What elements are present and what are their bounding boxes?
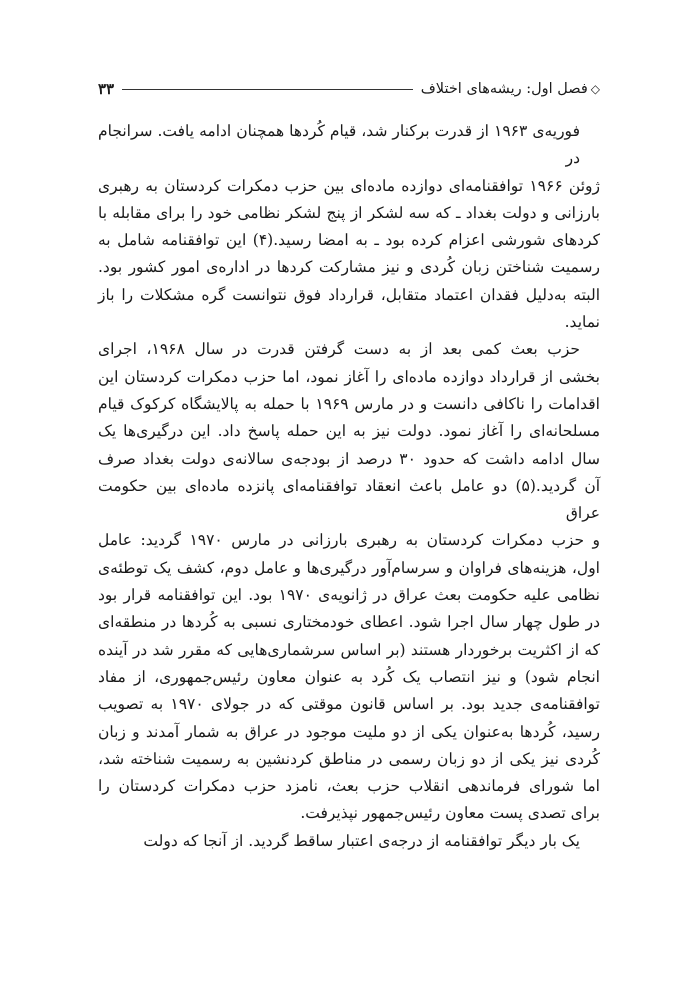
text-line: اما شورای فرماندهی انقلاب حزب بعث، نامزد حزب دمکرات کردستان را (98, 777, 600, 796)
chapter-heading (421, 81, 600, 97)
text-line: بارزانی و دولت بغداد ـ که سه لشکر از پنج لشکر نظامی خود را برای مقابله با (98, 203, 600, 222)
text-line: که از اکثریت برخوردار هستند (بر اساس سرشماری‌هایی که مقرر شد در آینده (98, 640, 600, 659)
text-line: ژوئن ۱۹۶۶ توافقنامه‌ای دوازده ماده‌ای بین حزب دمکرات کردستان به رهبری (98, 176, 600, 195)
text-line: رسید، کُردها به‌عنوان یکی از دو ملیت موجود در عراق به شمار آمدند و زبان (98, 722, 600, 741)
text-line: آن گردید.(۵) دو عامل باعث انعقاد توافقنامه‌ای پانزده ماده‌ای بین حکومت عراق (98, 476, 601, 523)
text-line: نظامی علیه حکومت بعث عراق در ژانویه‌ی ۱۹۷۰ بود. این توافقنامه قرار بود (98, 586, 600, 605)
body-text (98, 118, 600, 855)
diamond-icon: ◇ (590, 82, 600, 96)
text-line: اول، هزینه‌های فراوان و سرسام‌آور درگیری‌ها و عامل دوم، کشف یک توطئه‌ی (98, 558, 600, 577)
text-line: توافقنامه‌ی جدید بود. بر اساس قانون موقتی که در جولای ۱۹۷۰ به تصویب (98, 695, 600, 714)
text-line: فوریه‌ی ۱۹۶۳ از قدرت برکنار شد، قیام کُردها همچنان ادامه یافت. سرانجام در (98, 122, 580, 168)
text-line: مسلحانه‌ای را آغاز نمود. دولت نیز به این حمله پاسخ داد. این درگیری‌ها یک (98, 422, 600, 441)
text-line: رسمیت شناختن زبان کُردی و نیز مشارکت کردها در اداره‌ی امور کشور بود. (98, 258, 600, 277)
text-line: کُردی نیز یکی از دو زبان رسمی در مناطق کردنشین به رسمیت شناخته شد، (98, 749, 600, 768)
chapter-title: فصل اول: ریشه‌های اختلاف (420, 81, 588, 97)
text-line: یک بار دیگر توافقنامه از درجه‌ی اعتبار ساقط گردید. از آنجا که دولت (143, 831, 580, 850)
text-line: بخشی از قرارداد دوازده ماده‌ای را آغاز نمود، اما حزب دمکرات کردستان این (98, 367, 600, 386)
text-line: در طول چهار سال اجرا شود. اعطای خودمختاری نسبی به کُردها در منطقه‌ای (98, 613, 600, 632)
header-rule (122, 89, 413, 90)
paragraph (98, 118, 600, 336)
paragraph (98, 336, 600, 827)
text-line: و حزب دمکرات کردستان به رهبری بارزانی در مارس ۱۹۷۰ گردید: عامل (98, 531, 600, 550)
text-line: انجام شود) و نیز انتصاب یک کُرد به عنوان معاون رئیس‌جمهوری، از مفاد (98, 667, 600, 686)
text-line: حزب بعث کمی بعد از به دست گرفتن قدرت در سال ۱۹۶۸، اجرای (98, 340, 580, 359)
text-line: برای تصدی پست معاون رئیس‌جمهور نپذیرفت. (300, 804, 600, 823)
text-line: نماید. (564, 313, 600, 332)
text-line: سال ادامه داشت که حدود ۳۰ درصد از بودجه‌ی سالانه‌ی دولت بغداد صرف (98, 449, 600, 468)
paragraph (98, 828, 600, 855)
text-line: اقدامات را ناکافی دانست و در مارس ۱۹۶۹ با حمله به پالایشگاه کرکوک قیام (98, 394, 600, 413)
running-header (98, 78, 600, 100)
page-number: ۳۳ (98, 80, 115, 98)
text-line: کردهای شورشی اعزام کرده بود ـ به امضا رسید.(۴) این توافقنامه شامل به (98, 231, 600, 250)
text-line: البته به‌دلیل فقدان اعتماد متقابل، قرارداد فوق نتوانست گره مشکلات را باز (98, 285, 600, 304)
